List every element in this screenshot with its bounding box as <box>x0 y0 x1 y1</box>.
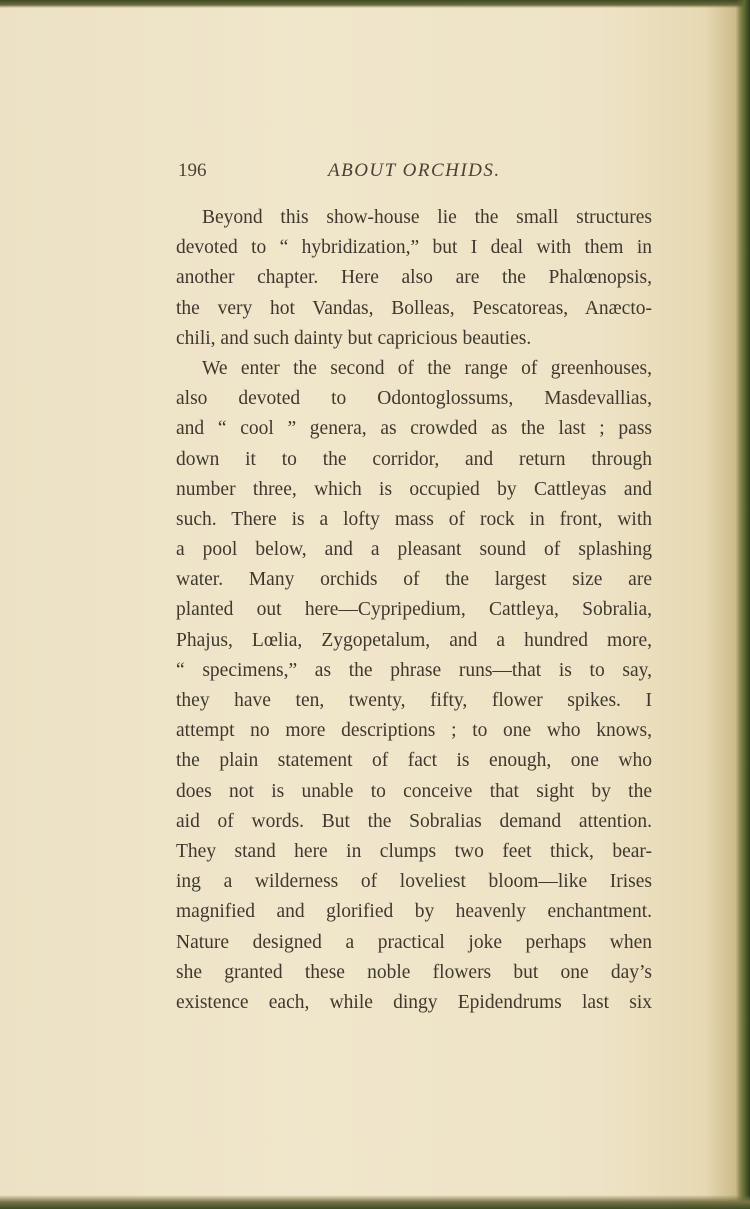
text-line: she granted these noble flowers but one day’s <box>176 961 652 983</box>
text-line: water. Many orchids of the largest size are <box>176 569 652 591</box>
text-line: the very hot Vandas, Bolleas, Pescatoreas, Anæcto- <box>176 297 652 319</box>
page-edge <box>736 0 750 1209</box>
text-line: ing a wilderness of loveliest bloom—like Irises <box>176 871 652 893</box>
text-line: another chapter. Here also are the Phalœnopsis, <box>176 267 652 289</box>
page-header <box>178 160 652 188</box>
text-line: attempt no more descriptions ; to one who knows, <box>176 720 652 742</box>
page-number: 196 <box>178 160 207 181</box>
text-line: number three, which is occupied by Cattleyas and <box>176 478 652 500</box>
text-line: a pool below, and a pleasant sound of splashing <box>176 539 652 561</box>
body-text <box>176 203 652 1018</box>
running-title: ABOUT ORCHIDS. <box>328 160 501 181</box>
text-line: planted out here—Cypripedium, Cattleya, Sobralia, <box>176 599 652 621</box>
text-line: does not is unable to conceive that sight by the <box>176 780 652 802</box>
text-line: Beyond this show-house lie the small structures <box>202 207 652 228</box>
text-line: they have ten, twenty, fifty, flower spikes. I <box>176 690 652 711</box>
text-line: Phajus, Lœlia, Zygopetalum, and a hundred more, <box>176 629 652 651</box>
text-line: We enter the second of the range of greenhouses, <box>202 357 652 379</box>
text-line: aid of words. But the Sobralias demand attention. <box>176 810 652 832</box>
text-line: chili, and such dainty but capricious beauties. <box>176 327 532 349</box>
text-line: magnified and glorified by heavenly enchantment. <box>176 901 652 923</box>
text-line: existence each, while dingy Epidendrums last six <box>176 991 652 1013</box>
text-line: also devoted to Odontoglossums, Masdevallias, <box>176 388 652 410</box>
text-line: Nature designed a practical joke perhaps when <box>176 931 652 953</box>
text-line: such. There is a lofty mass of rock in front, with <box>176 508 652 530</box>
text-line: “ specimens,” as the phrase runs—that is to say, <box>176 659 652 681</box>
text-line: down it to the corridor, and return through <box>176 448 652 470</box>
text-line: devoted to “ hybridization,” but I deal with them in <box>176 237 652 259</box>
text-line: They stand here in clumps two feet thick, bear- <box>176 840 652 862</box>
text-line: and “ cool ” genera, as crowded as the last ; pass <box>176 418 652 440</box>
text-line: the plain statement of fact is enough, one who <box>176 750 652 772</box>
